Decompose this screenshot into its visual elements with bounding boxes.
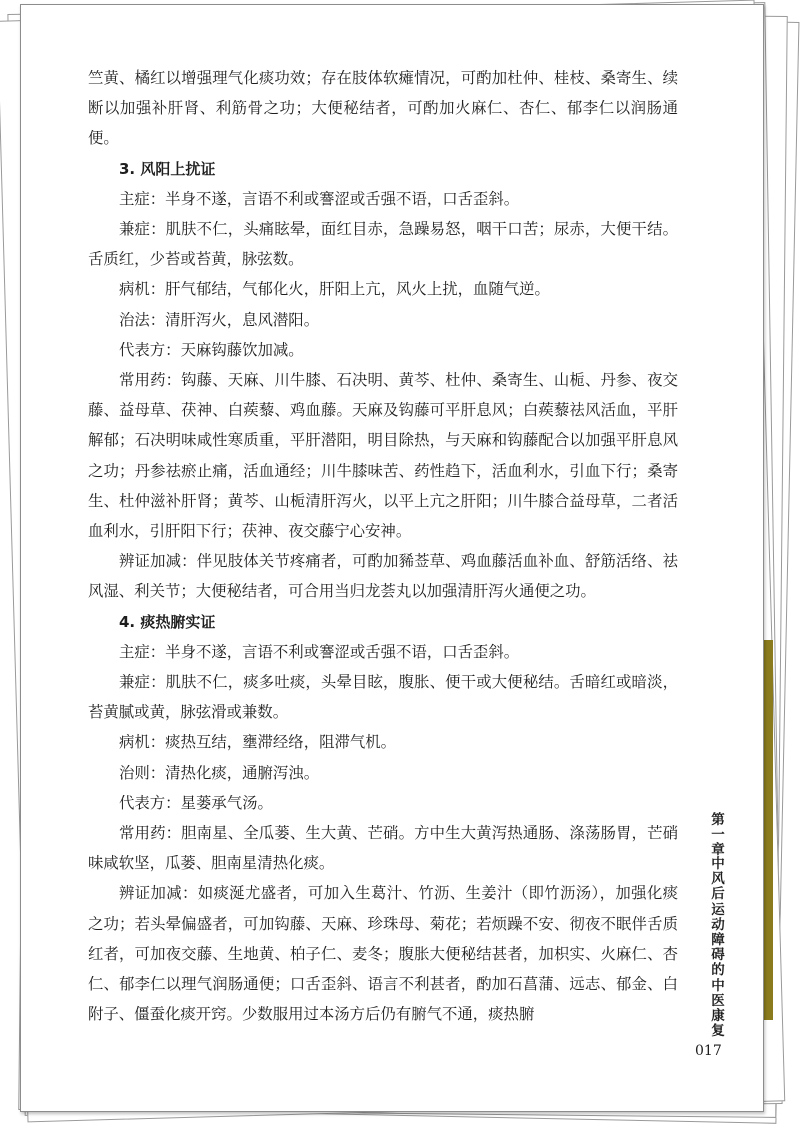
paragraph-herbs: 常用药：钩藤、天麻、川牛膝、石决明、黄芩、杜仲、桑寄生、山栀、丹参、夜交藤、益母草、茯神、白蒺藜、鸡血藤。天麻及钩藤可平肝息风；白蒺藜祛风活血，平肝解郁；石决明味咸性寒质重，平肝潜阳，明目除热，与天麻和钩藤配合以加强平肝息风之功；丹参祛瘀止痛，活血通经；川牛膝味苦、药性趋下，活血利水，引血下行；桑寄生、杜仲滋补肝肾；黄芩、山栀清肝泻火，以平上亢之肝阳；川牛膝合益母草，二者活血利水，引肝阳下行；茯神、夜交藤宁心安神。 bbox=[88, 371, 678, 541]
paragraph-treatment: 治法：清肝泻火，息风潜阳。 bbox=[119, 310, 320, 329]
chapter-label: 第一章 bbox=[711, 812, 725, 858]
paragraph-concurrent-symptom: 兼症：肌肤不仁，头痛眩晕，面红目赤，急躁易怒，咽干口苦；尿赤，大便干结。舌质红，少苔或苔黄，脉弦数。 bbox=[88, 220, 678, 269]
chapter-title: 中风后运动障碍的中医康复 bbox=[711, 856, 725, 1040]
paragraph-modification: 辨证加减：如痰涎尤盛者，可加入生葛汁、竹沥、生姜汁（即竹沥汤），加强化痰之功；若头晕偏盛者，可加钩藤、天麻、珍珠母、菊花；若烦躁不安、彻夜不眠伴舌质红者，可加夜交藤、生地黄、柏子仁、麦冬；腹胀大便秘结甚者，加枳实、火麻仁、杏仁、郁李仁以理气润肠通便；口舌歪斜、语言不利甚者，酌加石菖蒲、远志、郁金、白附子、僵蚕化痰开窍。少数服用过本汤方后仍有腑气不通，痰热腑 bbox=[88, 884, 678, 1024]
page-body bbox=[88, 63, 678, 1030]
paragraph-formula: 代表方：天麻钩藤饮加减。 bbox=[119, 340, 304, 359]
paragraph-treatment: 治则：清热化痰，通腑泻浊。 bbox=[119, 763, 320, 782]
paragraph-modification: 辨证加减：伴见肢体关节疼痛者，可酌加豨莶草、鸡血藤活血补血、舒筋活络、祛风湿、利关节；大便秘结者，可合用当归龙荟丸以加强清肝泻火通便之功。 bbox=[88, 552, 678, 601]
section-heading-fengyang: 3. 风阳上扰证 bbox=[119, 159, 216, 178]
paragraph-main-symptom: 主症：半身不遂，言语不利或謇涩或舌强不语，口舌歪斜。 bbox=[119, 189, 520, 208]
paragraph-pathogenesis: 病机：痰热互结，壅滞经络，阻滞气机。 bbox=[119, 733, 397, 752]
paragraph-concurrent-symptom: 兼症：肌肤不仁，痰多吐痰，头晕目眩，腹胀、便干或大便秘结。舌暗红或暗淡，苔黄腻或黄，脉弦滑或兼数。 bbox=[88, 673, 678, 722]
paragraph-herbs: 常用药：胆南星、全瓜蒌、生大黄、芒硝。方中生大黄泻热通肠、涤荡肠胃，芒硝味咸软坚，瓜蒌、胆南星清热化痰。 bbox=[88, 824, 678, 873]
paragraph-pathogenesis: 病机：肝气郁结，气郁化火，肝阳上亢，风火上扰，血随气逆。 bbox=[119, 280, 550, 299]
paragraph-main-symptom: 主症：半身不遂，言语不利或謇涩或舌强不语，口舌歪斜。 bbox=[119, 642, 520, 661]
page-number: 017 bbox=[695, 1043, 722, 1059]
book-page bbox=[20, 4, 764, 1112]
section-heading-tanre: 4. 痰热腑实证 bbox=[119, 612, 216, 631]
paragraph-continued: 竺黄、橘红以增强理气化痰功效；存在肢体软瘫情况，可酌加杜仲、桂枝、桑寄生、续断以加强补肝肾、利筋骨之功；大便秘结者，可酌加火麻仁、杏仁、郁李仁以润肠通便。 bbox=[88, 69, 678, 148]
paragraph-formula: 代表方：星蒌承气汤。 bbox=[119, 793, 273, 812]
